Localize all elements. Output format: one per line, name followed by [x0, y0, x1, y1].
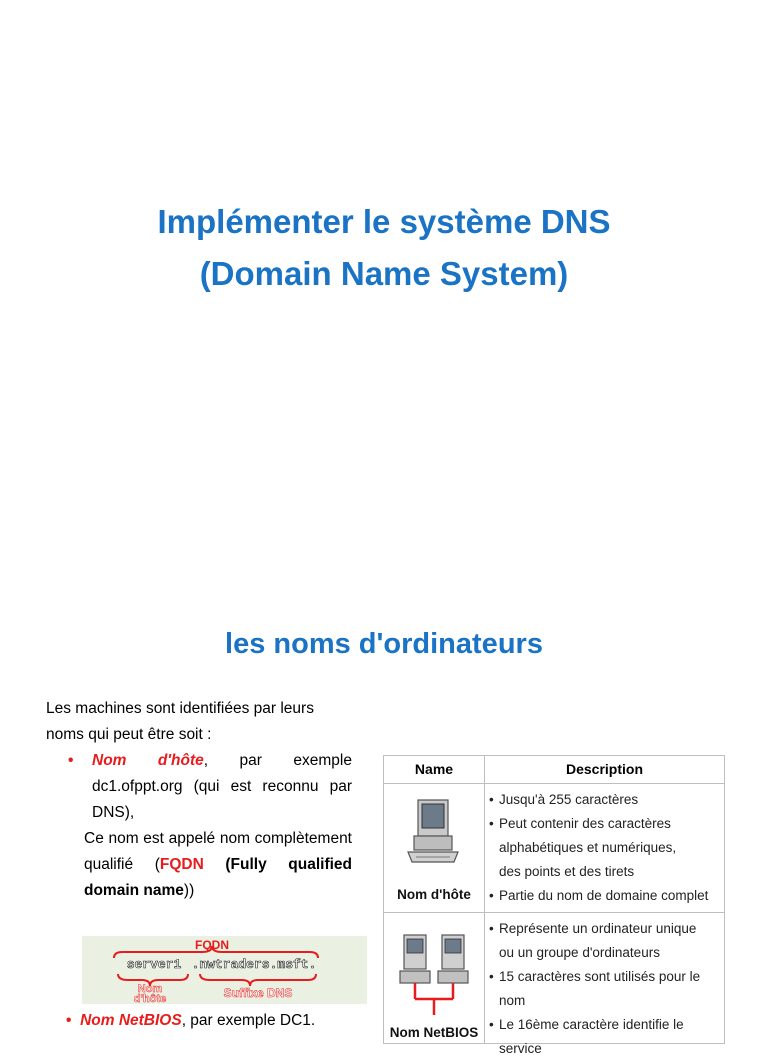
- term-hostname: Nom d'hôte: [92, 752, 204, 769]
- section-title: les noms d'ordinateurs: [225, 628, 543, 660]
- desc-item: • Peut contenir des caractères: [489, 816, 671, 831]
- fqdn-open: (: [203, 856, 231, 873]
- fqdn-intro: Ce nom est appelé nom complètement qualifié (: [84, 830, 352, 873]
- description-cell: [485, 784, 724, 912]
- desc-item: • Jusqu'à 255 caractères: [489, 792, 639, 807]
- computers-cell: [384, 913, 485, 1043]
- fqdn-full: Fully qualified domain name: [84, 856, 353, 899]
- table-header: [384, 756, 724, 784]
- diagram-right-label: Suffixe DNS: [223, 986, 293, 1000]
- desc-item: alphabétiques et numériques,: [499, 840, 677, 855]
- desc-item: • 15 caractères sont utilisés pour le nom: [489, 969, 701, 1008]
- table-row: [384, 913, 724, 1056]
- hostname-text: , par exemple dc1.ofppt.org (qui est reconnu par DNS),: [92, 752, 352, 821]
- intro-paragraph: Les machines sont identifiées par leurs noms qui peut être soit :: [46, 700, 314, 743]
- computer-cell: [384, 784, 485, 912]
- desc-item: • Représente un ordinateur unique: [489, 921, 697, 936]
- desc-item: des points et des tirets: [499, 864, 635, 879]
- diagram-fqdn-label: FQDN: [195, 938, 229, 952]
- desc-item: ou un groupe d'ordinateurs: [499, 945, 660, 960]
- header-name: Name: [384, 756, 485, 783]
- header-description: Description: [565, 761, 643, 777]
- content-slide: [0, 576, 768, 1056]
- diagram-hostname: server1: [126, 957, 182, 972]
- desc-item: • Le 16ème caractère identifie le service: [489, 1017, 684, 1056]
- diagram-domain: .nwtraders.msft.: [191, 957, 317, 972]
- bullet-netbios: [66, 1012, 315, 1030]
- bullet-dot: •: [66, 1012, 72, 1029]
- fqdn-paragraph: [46, 826, 352, 904]
- title-line-2: (Domain Name System): [199, 255, 569, 292]
- row-name-netbios: Nom NetBIOS: [389, 1025, 479, 1040]
- fqdn-diagram: [82, 936, 367, 1004]
- table-row: [384, 784, 724, 913]
- description-cell: [485, 913, 724, 1056]
- body-text: [46, 696, 352, 904]
- computer-icon: [404, 796, 464, 866]
- diagram-left-label-1: Nom: [137, 983, 163, 995]
- netbios-text: , par exemple DC1.: [181, 1012, 316, 1029]
- slide-title: [0, 196, 768, 300]
- desc-item: • Partie du nom de domaine complet: [489, 888, 709, 903]
- bullet-dot: •: [68, 752, 74, 769]
- title-line-1: Implémenter le système DNS: [157, 203, 611, 240]
- term-netbios: Nom NetBIOS: [80, 1012, 182, 1029]
- row-name-hostname: Nom d'hôte: [397, 887, 471, 902]
- computers-icon: [396, 931, 476, 1031]
- bullet-hostname: [46, 748, 352, 826]
- diagram-left-label-2: d'hôte: [133, 993, 167, 1005]
- names-table: [383, 755, 725, 1056]
- fqdn-close: )): [183, 882, 195, 899]
- fqdn-acronym: FQDN: [159, 856, 204, 873]
